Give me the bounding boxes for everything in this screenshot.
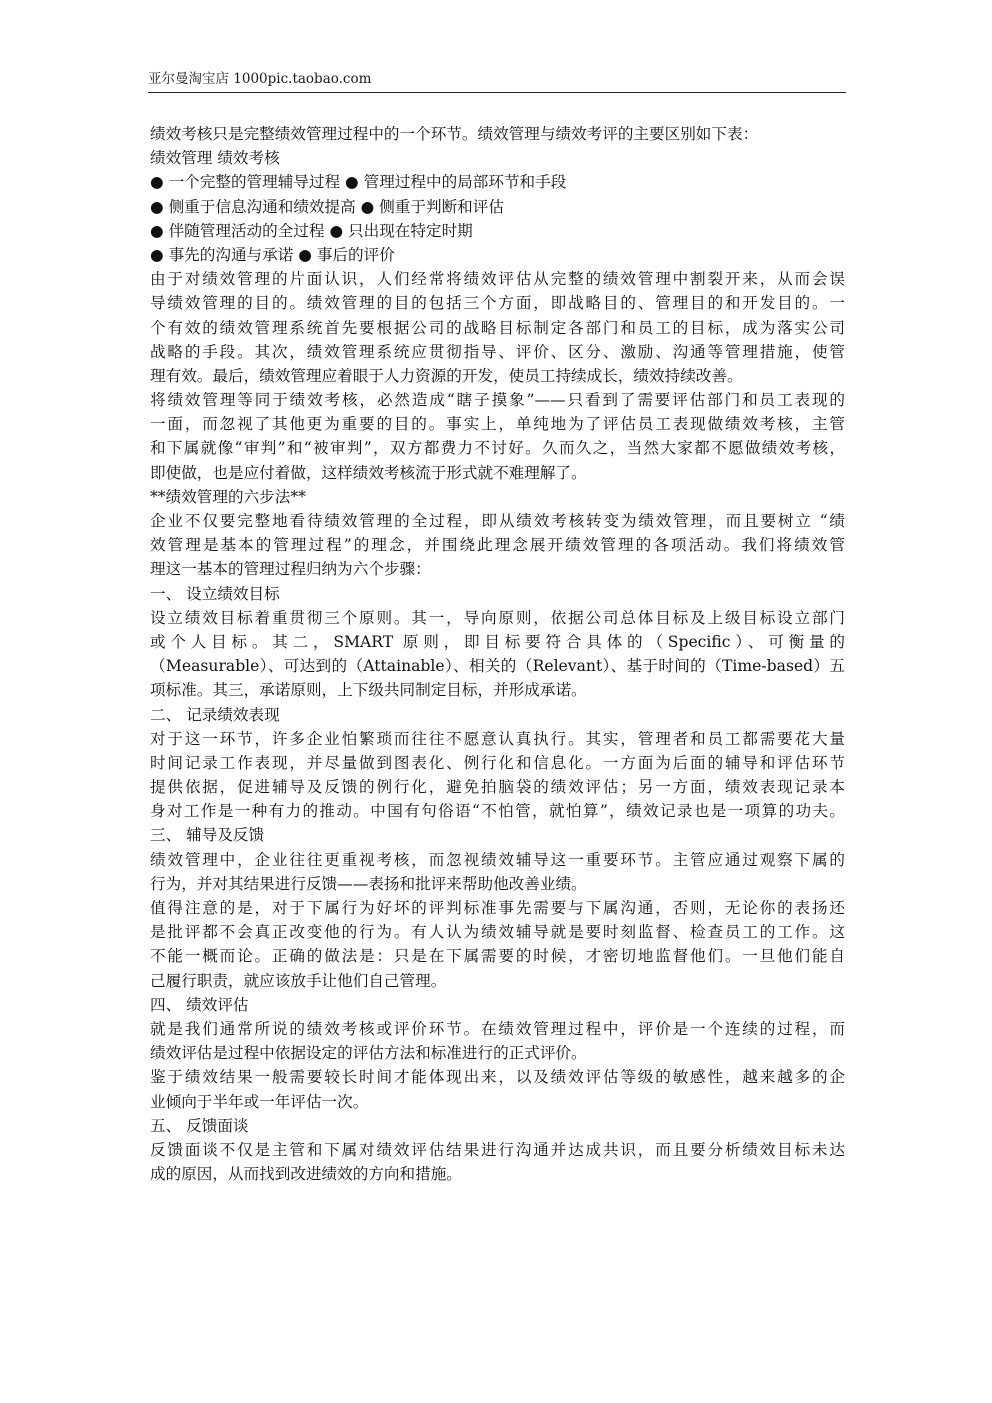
text-line: 业倾向于半年或一年评估一次。 [150, 1092, 369, 1111]
text-line: 即使做，也是应付着做，这样绩效考核流于形式就不难理解了。 [150, 463, 587, 482]
step-heading: 四、 绩效评估 [150, 995, 249, 1014]
text-line: 效管理是基本的管理过程”的理念，并围绕此理念展开绩效管理的各项活动。我们将绩效管 [150, 536, 845, 555]
text-line: 理这一基本的管理过程归纳为六个步骤： [150, 560, 431, 579]
comparison-row: ● 事先的沟通与承诺 ● 事后的评价 [150, 245, 395, 264]
text-line: 绩效考核只是完整绩效管理过程中的一个环节。绩效管理与绩效考评的主要区别如下表： [150, 125, 759, 143]
text-line: 值得注意的是，对于下属行为好坏的评判标准事先需要与下属沟通，否则，无论你的表扬还 [150, 899, 845, 917]
text-line: 己履行职责，就应该放手让他们自己管理。 [150, 971, 447, 990]
step-heading: 三、 辅导及反馈 [150, 826, 265, 845]
text-line: 对于这一环节，许多企业怕繁琐而往往不愿意认真执行。其实，管理者和员工都需要花大量 [150, 729, 845, 748]
comparison-row: ● 一个完整的管理辅导过程 ● 管理过程中的局部环节和手段 [150, 173, 567, 192]
header-text: 亚尔曼淘宝店 1000pic.taobao.com [148, 71, 372, 87]
text-line: 绩效评估是过程中依据设定的评估方法和标准进行的正式评价。 [150, 1044, 587, 1063]
section-title: **绩效管理的六步法** [150, 487, 306, 506]
text-line: 时间记录工作表现，并尽量做到图表化、例行化和信息化。一方面为后面的辅导和评估环节 [150, 753, 845, 772]
text-line: （Measurable）、可达到的（Attainable）、相关的（Relevant）、基于时间的（Time-based）五 [150, 657, 845, 676]
comparison-row: ● 伴随管理活动的全过程 ● 只出现在特定时期 [150, 221, 473, 240]
comparison-row: ● 侧重于信息沟通和绩效提高 ● 侧重于判断和评估 [150, 197, 504, 216]
text-line: 不能一概而论。正确的做法是：只是在下属需要的时候，才密切地监督他们。一旦他们能自 [150, 947, 845, 966]
text-line: 企业不仅要完整地看待绩效管理的全过程，即从绩效考核转变为绩效管理，而且要树立 “绩 [150, 512, 845, 530]
step-heading: 一、 设立绩效目标 [150, 584, 280, 603]
text-line: 个有效的绩效管理系统首先要根据公司的战略目标制定各部门和员工的目标，成为落实公司 [150, 318, 845, 337]
text-line: 将绩效管理等同于绩效考核，必然造成“瞎子摸象”——只看到了需要评估部门和员工表现的 [150, 391, 845, 410]
text-line: 成的原因，从而找到改进绩效的方向和措施。 [150, 1165, 462, 1184]
text-line: 身对工作是一种有力的推动。中国有句俗语“不怕管，就怕算”，绩效记录也是一项算的功夫。 [150, 802, 845, 821]
text-line: 鉴于绩效结果一般需要较长时间才能体现出来，以及绩效评估等级的敏感性，越来越多的企 [150, 1068, 845, 1087]
text-line: 理有效。最后，绩效管理应着眼于人力资源的开发，使员工持续成长，绩效持续改善。 [150, 366, 743, 385]
text-line: 导绩效管理的目的。绩效管理的目的包括三个方面，即战略目的、管理目的和开发目的。一 [150, 294, 845, 313]
document-body [150, 122, 845, 1186]
text-line: 由于对绩效管理的片面认识，人们经常将绩效评估从完整的绩效管理中割裂开来，从而会误 [150, 270, 845, 289]
text-line: 和下属就像“审判”和“被审判”，双方都费力不讨好。久而久之，当然大家都不愿做绩效考核， [150, 439, 845, 458]
text-line: 战略的手段。其次，绩效管理系统应贯彻指导、评价、区分、激励、沟通等管理措施，使管 [150, 342, 845, 361]
text-line: 绩效管理中，企业往往更重视考核，而忽视绩效辅导这一重要环节。主管应通过观察下属的 [150, 850, 845, 869]
table-header-line: 绩效管理 绩效考核 [150, 149, 280, 168]
text-line: 或个人目标。其二，SMART 原则，即目标要符合具体的（Specific）、可衡量的 [150, 632, 845, 651]
text-line: 设立绩效目标着重贯彻三个原则。其一，导向原则，依据公司总体目标及上级目标设立部门 [150, 608, 845, 627]
text-line: 行为，并对其结果进行反馈——表扬和批评来帮助他改善业绩。 [150, 874, 587, 893]
text-line: 项标准。其三，承诺原则，上下级共同制定目标，并形成承诺。 [150, 681, 587, 700]
step-heading: 五、 反馈面谈 [150, 1116, 249, 1135]
text-line: 一面，而忽视了其他更为重要的目的。事实上，单纯地为了评估员工表现做绩效考核，主管 [150, 415, 845, 434]
step-heading: 二、 记录绩效表现 [150, 705, 280, 724]
text-line: 反馈面谈不仅是主管和下属对绩效评估结果进行沟通并达成共识，而且要分析绩效目标未达 [150, 1140, 845, 1159]
text-line: 就是我们通常所说的绩效考核或评价环节。在绩效管理过程中，评价是一个连续的过程，而 [150, 1019, 845, 1038]
page-header [148, 70, 846, 93]
text-line: 提供依据，促进辅导及反馈的例行化，避免拍脑袋的绩效评估；另一方面，绩效表现记录本 [150, 778, 845, 797]
text-line: 是批评都不会真正改变他的行为。有人认为绩效辅导就是要时刻监督、检查员工的工作。这 [150, 923, 845, 942]
